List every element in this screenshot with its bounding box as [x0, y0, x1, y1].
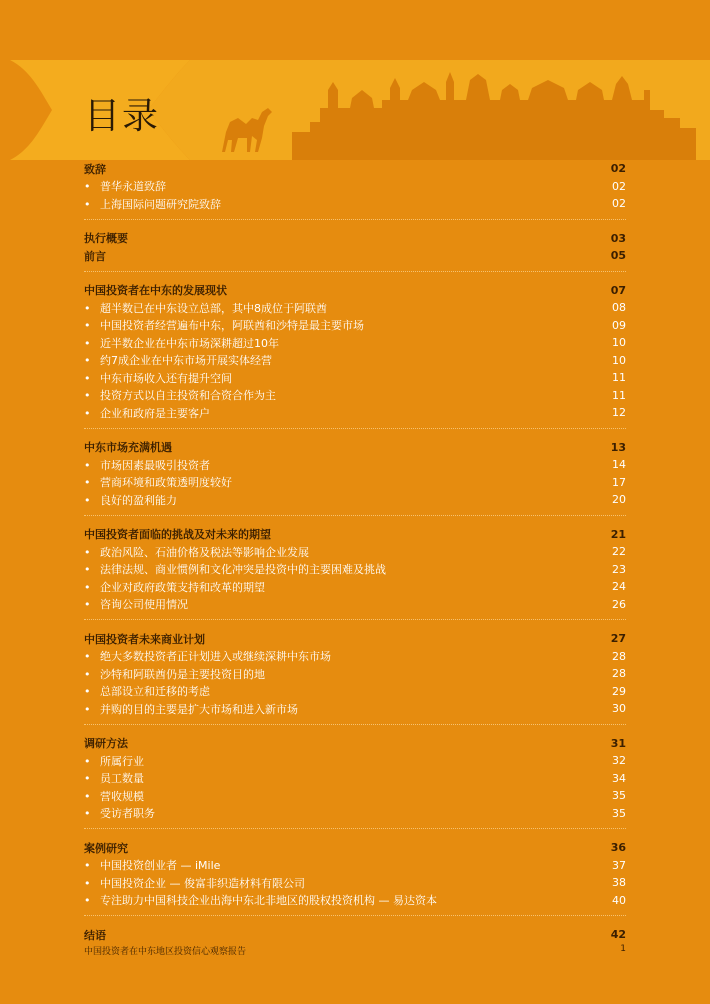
toc-entry-label: • 超半数已在中东设立总部，其中8成位于阿联酋: [84, 300, 327, 316]
toc-entry[interactable]: [84, 178, 626, 196]
toc-entry-label: • 上海国际问题研究院致辞: [84, 196, 221, 212]
toc-entry-label: • 普华永道致辞: [84, 178, 166, 194]
toc-heading[interactable]: [84, 630, 626, 648]
toc-entry[interactable]: [84, 474, 626, 492]
toc-entry[interactable]: [84, 770, 626, 788]
toc-entry[interactable]: [84, 805, 626, 823]
toc-entry-label: • 政治风险、石油价格及税法等影响企业发展: [84, 544, 309, 560]
toc-heading-page: 42: [610, 928, 626, 942]
page-footer: [84, 944, 626, 957]
toc-entry[interactable]: [84, 700, 626, 718]
toc-heading[interactable]: [84, 282, 626, 300]
toc-entry-page: 10: [612, 353, 626, 367]
toc-entry[interactable]: [84, 195, 626, 213]
toc-entry-label: • 中国投资企业 — 俊富非织造材料有限公司: [84, 875, 305, 891]
toc-heading-label: 调研方法: [84, 737, 128, 751]
toc-entry-label: • 受访者职务: [84, 805, 155, 821]
table-of-contents: [84, 160, 626, 960]
toc-entry[interactable]: [84, 404, 626, 422]
toc-heading-label: 中国投资者在中东的发展现状: [84, 284, 227, 298]
toc-entry-label: • 投资方式以自主投资和合资合作为主: [84, 387, 276, 403]
toc-heading-label: 结语: [84, 928, 106, 942]
footer-report-title: 中国投资者在中东地区投资信心观察报告: [84, 947, 247, 957]
toc-entry-label: • 企业对政府政策支持和改革的期望: [84, 579, 265, 595]
toc-heading-page: 21: [610, 527, 626, 541]
toc-entry[interactable]: [84, 369, 626, 387]
toc-entry-label: • 近半数企业在中东市场深耕超过10年: [84, 335, 279, 351]
toc-heading-label: 中国投资者面临的挑战及对未来的期望: [84, 528, 271, 542]
toc-entry[interactable]: [84, 578, 626, 596]
toc-entry-label: • 企业和政府是主要客户: [84, 405, 210, 421]
toc-heading-label: 前言: [84, 249, 106, 263]
toc-entry-page: 32: [612, 754, 626, 768]
toc-entry[interactable]: [84, 491, 626, 509]
toc-heading-label: 致辞: [84, 162, 106, 176]
toc-entry-label: • 绝大多数投资者正计划进入或继续深耕中东市场: [84, 648, 331, 664]
toc-entry-page: 09: [612, 318, 626, 332]
toc-entry-page: 11: [612, 388, 626, 402]
toc-heading-page: 31: [610, 736, 626, 750]
page-title: 目录: [84, 96, 161, 137]
toc-entry-page: 10: [612, 336, 626, 350]
toc-entry-page: 14: [612, 458, 626, 472]
toc-heading-label: 中东市场充满机遇: [84, 441, 172, 455]
toc-heading-label: 案例研究: [84, 841, 128, 855]
toc-section: [84, 230, 626, 272]
toc-entry-page: 29: [612, 684, 626, 698]
toc-section: [84, 439, 626, 516]
toc-heading-page: 02: [610, 162, 626, 176]
toc-entry-page: 08: [612, 301, 626, 315]
toc-section: [84, 160, 626, 220]
toc-entry-label: • 法律法规、商业惯例和文化冲突是投资中的主要困难及挑战: [84, 561, 386, 577]
toc-entry-page: 12: [612, 406, 626, 420]
toc-heading-page: 07: [610, 283, 626, 297]
toc-entry-page: 24: [612, 580, 626, 594]
toc-entry-page: 02: [612, 197, 626, 211]
toc-entry-page: 35: [612, 806, 626, 820]
toc-entry-page: 40: [612, 893, 626, 907]
toc-entry-label: • 约7成企业在中东市场开展实体经营: [84, 352, 272, 368]
toc-entry-label: • 良好的盈利能力: [84, 492, 177, 508]
toc-entry-page: 02: [612, 179, 626, 193]
toc-entry-page: 17: [612, 475, 626, 489]
toc-entry-label: • 咨询公司使用情况: [84, 596, 188, 612]
toc-entry[interactable]: [84, 299, 626, 317]
toc-entry-page: 28: [612, 649, 626, 663]
toc-entry-label: • 营商环境和政策透明度较好: [84, 474, 232, 490]
toc-entry[interactable]: [84, 596, 626, 614]
toc-entry-label: • 营收规模: [84, 788, 144, 804]
toc-entry-page: 22: [612, 545, 626, 559]
toc-heading[interactable]: [84, 926, 626, 944]
toc-entry-label: • 市场因素最吸引投资者: [84, 457, 210, 473]
toc-entry-page: 26: [612, 597, 626, 611]
toc-heading-page: 05: [610, 249, 626, 263]
toc-entry[interactable]: [84, 752, 626, 770]
toc-entry[interactable]: [84, 892, 626, 910]
toc-entry-label: • 中国投资者经营遍布中东，阿联酋和沙特是最主要市场: [84, 317, 364, 333]
toc-entry[interactable]: [84, 665, 626, 683]
toc-heading[interactable]: [84, 160, 626, 178]
toc-entry-page: 11: [612, 371, 626, 385]
toc-heading-page: 36: [610, 841, 626, 855]
toc-heading-page: 27: [610, 632, 626, 646]
toc-entry[interactable]: [84, 787, 626, 805]
toc-heading[interactable]: [84, 247, 626, 265]
toc-heading-label: 执行概要: [84, 232, 128, 246]
toc-entry-label: • 中国投资创业者 — iMile: [84, 857, 220, 873]
toc-entry-page: 23: [612, 562, 626, 576]
toc-entry-label: • 中东市场收入还有提升空间: [84, 370, 232, 386]
toc-entry[interactable]: [84, 683, 626, 701]
toc-entry[interactable]: [84, 561, 626, 579]
toc-entry[interactable]: [84, 387, 626, 405]
toc-entry-label: • 所属行业: [84, 753, 144, 769]
toc-entry[interactable]: [84, 334, 626, 352]
toc-heading[interactable]: [84, 839, 626, 857]
toc-entry-label: • 员工数量: [84, 770, 144, 786]
toc-section: [84, 630, 626, 725]
toc-heading[interactable]: [84, 526, 626, 544]
toc-entry-page: 34: [612, 771, 626, 785]
toc-entry-label: • 并购的目的主要是扩大市场和进入新市场: [84, 701, 298, 717]
toc-entry[interactable]: [84, 456, 626, 474]
toc-section: [84, 282, 626, 429]
toc-heading[interactable]: [84, 439, 626, 457]
toc-entry[interactable]: [84, 857, 626, 875]
toc-entry-label: • 沙特和阿联酋仍是主要投资目的地: [84, 666, 265, 682]
toc-heading-page: 03: [610, 231, 626, 245]
toc-entry[interactable]: [84, 874, 626, 892]
toc-entry-page: 30: [612, 702, 626, 716]
toc-entry-page: 35: [612, 789, 626, 803]
toc-entry-label: • 专注助力中国科技企业出海中东北非地区的股权投资机构 — 易达资本: [84, 892, 437, 908]
toc-entry[interactable]: [84, 648, 626, 666]
toc-section: [84, 735, 626, 830]
toc-entry[interactable]: [84, 317, 626, 335]
toc-entry-page: 28: [612, 667, 626, 681]
toc-heading-page: 13: [610, 440, 626, 454]
toc-entry[interactable]: [84, 352, 626, 370]
toc-entry-page: 20: [612, 493, 626, 507]
toc-entry-label: • 总部设立和迁移的考虑: [84, 683, 210, 699]
toc-section: [84, 526, 626, 621]
toc-heading[interactable]: [84, 230, 626, 248]
page-number: 1: [620, 944, 626, 954]
toc-entry-page: 38: [612, 876, 626, 890]
toc-entry[interactable]: [84, 543, 626, 561]
toc-heading[interactable]: [84, 735, 626, 753]
toc-section: [84, 839, 626, 916]
toc-heading-label: 中国投资者未来商业计划: [84, 632, 205, 646]
toc-entry-page: 37: [612, 858, 626, 872]
